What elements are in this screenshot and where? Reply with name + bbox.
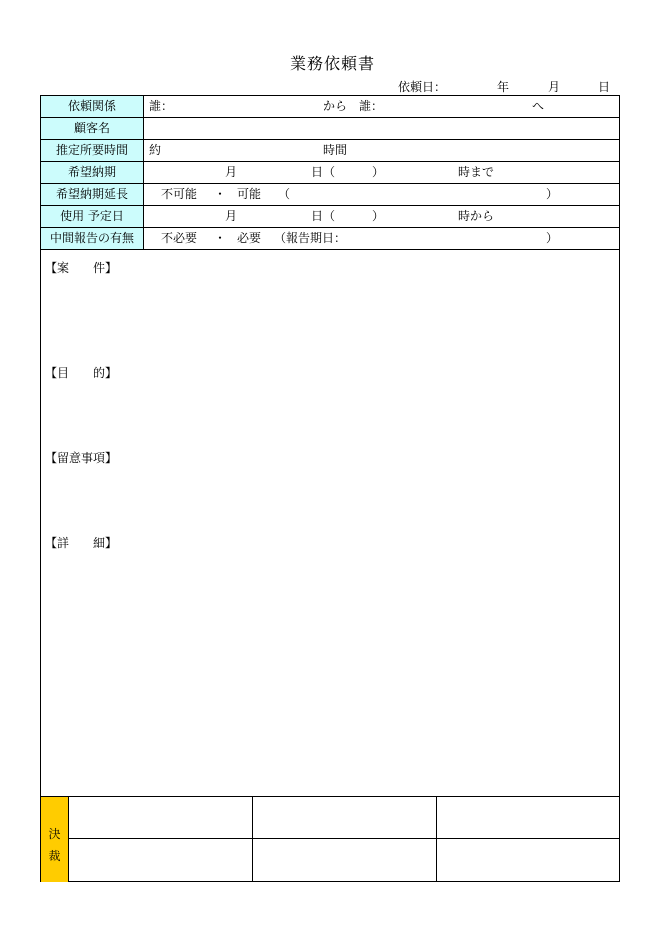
option-not-needed[interactable]: 不必要 xyxy=(161,231,198,245)
estimated-unit: 時間 xyxy=(323,143,348,157)
deadline-until: 時まで xyxy=(458,165,495,179)
request-form xyxy=(40,95,620,882)
label-interim-report: 中間報告の有無 xyxy=(41,228,144,249)
estimated-prefix: 約 xyxy=(149,143,162,157)
field-customer[interactable] xyxy=(144,118,619,139)
request-date-year: 年 xyxy=(497,80,510,94)
extension-close: ） xyxy=(546,187,559,201)
row-deadline xyxy=(41,162,619,184)
row-relation xyxy=(41,96,619,118)
option-not-possible[interactable]: 不可能 xyxy=(161,187,198,201)
use-date-close: ） xyxy=(372,209,385,223)
field-extension[interactable] xyxy=(144,184,619,205)
approval-cell-6[interactable] xyxy=(437,839,619,881)
row-use-date xyxy=(41,206,619,228)
label-use-date: 使用 予定日 xyxy=(41,206,144,227)
report-date-text: （報告期日： xyxy=(274,231,347,245)
option-needed[interactable]: 必要 xyxy=(237,231,262,245)
section-notes: 【留意事項】 xyxy=(45,451,118,465)
approval-area xyxy=(41,796,619,881)
deadline-close: ） xyxy=(372,165,385,179)
request-date-label: 依頼日： xyxy=(398,80,447,94)
section-case: 【案 件】 xyxy=(45,261,118,275)
separator-dot: ・ xyxy=(214,187,227,201)
from-text: から 誰： xyxy=(323,99,384,113)
approval-cell-3[interactable] xyxy=(437,797,619,839)
option-possible[interactable]: 可能 xyxy=(237,187,262,201)
request-date-line xyxy=(0,78,665,94)
label-estimated-time: 推定所要時間 xyxy=(41,140,144,161)
deadline-month: 月 xyxy=(225,165,238,179)
to-text: へ xyxy=(532,99,545,113)
report-date-close: ） xyxy=(546,231,559,245)
row-interim-report xyxy=(41,228,619,250)
label-extension: 希望納期延長 xyxy=(41,184,144,205)
row-estimated-time xyxy=(41,140,619,162)
row-customer xyxy=(41,118,619,140)
field-interim-report[interactable] xyxy=(144,228,619,249)
request-date-day: 日 xyxy=(598,80,611,94)
document-title: 業務依頼書 xyxy=(289,54,375,73)
section-purpose: 【目 的】 xyxy=(45,366,118,380)
separator-dot: ・ xyxy=(214,231,227,245)
field-estimated-time[interactable] xyxy=(144,140,619,161)
approval-cell-1[interactable] xyxy=(69,797,253,839)
deadline-day: 日（ xyxy=(311,165,336,179)
field-relation[interactable] xyxy=(144,96,619,117)
request-date-month: 月 xyxy=(548,80,561,94)
from-who-text: 誰： xyxy=(149,99,174,113)
field-use-date[interactable] xyxy=(144,206,619,227)
approval-cell-2[interactable] xyxy=(253,797,437,839)
approval-cell-4[interactable] xyxy=(69,839,253,881)
field-deadline[interactable] xyxy=(144,162,619,183)
use-date-month: 月 xyxy=(225,209,238,223)
approval-label xyxy=(41,797,69,882)
use-date-from: 時から xyxy=(458,209,495,223)
approval-cell-5[interactable] xyxy=(253,839,437,881)
approval-char-1: 決 xyxy=(48,827,61,841)
section-details: 【詳 細】 xyxy=(45,536,118,550)
approval-char-2: 裁 xyxy=(48,849,61,863)
row-extension xyxy=(41,184,619,206)
label-relation: 依頼関係 xyxy=(41,96,144,117)
label-deadline: 希望納期 xyxy=(41,162,144,183)
label-customer: 顧客名 xyxy=(41,118,144,139)
use-date-day: 日（ xyxy=(311,209,336,223)
extension-open: （ xyxy=(278,187,291,201)
